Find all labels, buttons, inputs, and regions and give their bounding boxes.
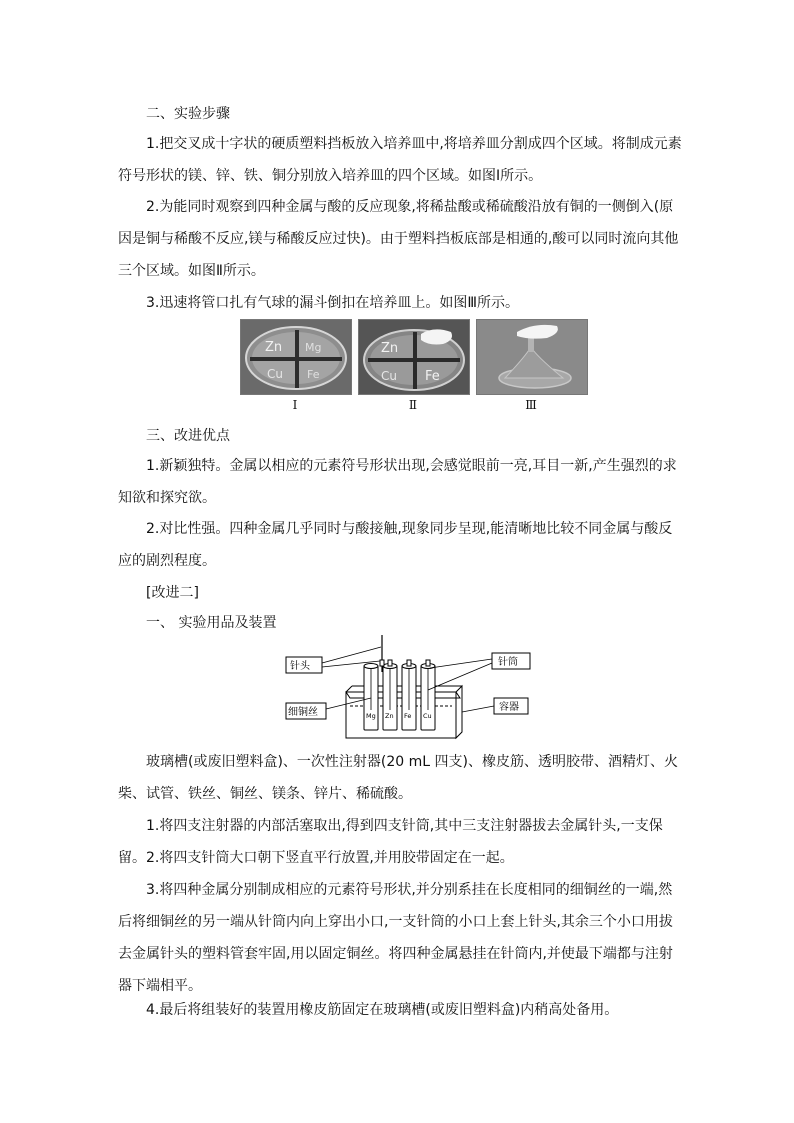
advantage-2-text: 2.对比性强。四种金属几乎同时与酸接触,现象同步呈现,能清晰地比较不同金属与酸反应的剧烈程度。 xyxy=(118,521,673,569)
photo-2-label-fe: Fe xyxy=(425,369,440,384)
photo-3-caption: Ⅲ xyxy=(525,398,537,412)
photo-2-label-cu: Cu xyxy=(381,369,397,383)
assembly-step-3-text: 3.将四种金属分别制成相应的元素符号形状,并分别系挂在长度相同的细铜丝的一端,然后将细铜丝的另一端从针筒内向上穿出小口,一支针筒的小口上套上针头,其余三个小口用拔去金属针头的塑料管套牢固,用以固定铜丝。将四种金属悬挂在针筒内,并使最下端都与注射器下端相平。 xyxy=(118,882,673,994)
photo-1-caption: Ⅰ xyxy=(292,398,298,412)
photo-3 xyxy=(476,319,588,395)
copper-wire-callout-label: 细铜丝 xyxy=(288,707,318,718)
subsection-heading-materials: 一、 实验用品及装置 xyxy=(146,615,277,631)
step-2-text: 2.为能同时观察到四种金属与酸的反应现象,将稀盐酸或稀硫酸沿放有铜的一侧倒入(原因是铜与稀酸不反应,镁与稀酸反应过快)。由于塑料挡板底部是相通的,酸可以同时流向其他三个区域。如图Ⅱ所示。 xyxy=(118,199,679,279)
syringe-callout-label: 针筒 xyxy=(498,657,518,668)
step-1-text: 1.把交叉成十字状的硬质塑料挡板放入培养皿中,将培养皿分割成四个区域。将制成元素符号形状的镁、锌、铁、铜分别放入培养皿的四个区域。如图Ⅰ所示。 xyxy=(118,136,682,184)
section-heading-advantages: 三、改进优点 xyxy=(146,428,230,444)
photo-1 xyxy=(240,319,352,395)
container-callout-label: 容器 xyxy=(499,702,519,713)
metal-cu-label: Cu xyxy=(423,712,432,720)
needle-callout-label: 针头 xyxy=(290,661,310,672)
improvement-2-heading: [改进二] xyxy=(146,585,199,601)
copper-wires xyxy=(371,668,428,710)
photo-2-label-zn: Zn xyxy=(381,341,399,356)
photo-1-label-fe: Fe xyxy=(307,368,320,381)
metal-fe-label: Fe xyxy=(404,712,412,720)
assembly-step-2-text: 2.将四支针筒大口朝下竖直平行放置,并用胶带固定在一起。 xyxy=(146,850,514,866)
photo-1-label-zn: Zn xyxy=(265,340,283,355)
photo-1-label-mg: Mg xyxy=(305,341,322,354)
apparatus-diagram xyxy=(284,632,534,744)
photo-2 xyxy=(358,319,470,395)
step-3-text: 3.迅速将管口扎有气球的漏斗倒扣在培养皿上。如图Ⅲ所示。 xyxy=(146,295,520,311)
materials-list-text: 玻璃槽(或废旧塑料盒)、一次性注射器(20 mL 四支)、橡皮筋、透明胶带、酒精灯、火柴、试管、铁丝、铜丝、镁条、锌片、稀硫酸。 xyxy=(118,754,678,802)
photo-2-caption: Ⅱ xyxy=(408,398,418,412)
photo-1-label-cu: Cu xyxy=(267,367,283,381)
metal-mg-label: Mg xyxy=(366,712,376,720)
assembly-step-1-text: 1.将四支注射器的内部活塞取出,得到四支针筒,其中三支注射器拔去金属针头,一支保留。 xyxy=(118,818,663,866)
section-heading-steps: 二、实验步骤 xyxy=(146,106,230,122)
assembly-step-4-text: 4.最后将组装好的装置用橡皮筋固定在玻璃槽(或废旧塑料盒)内稍高处备用。 xyxy=(146,1002,619,1018)
metal-zn-label: Zn xyxy=(385,712,394,720)
advantage-1-text: 1.新颖独特。金属以相应的元素符号形状出现,会感觉眼前一亮,耳目一新,产生强烈的求知欲和探究欲。 xyxy=(118,458,677,506)
